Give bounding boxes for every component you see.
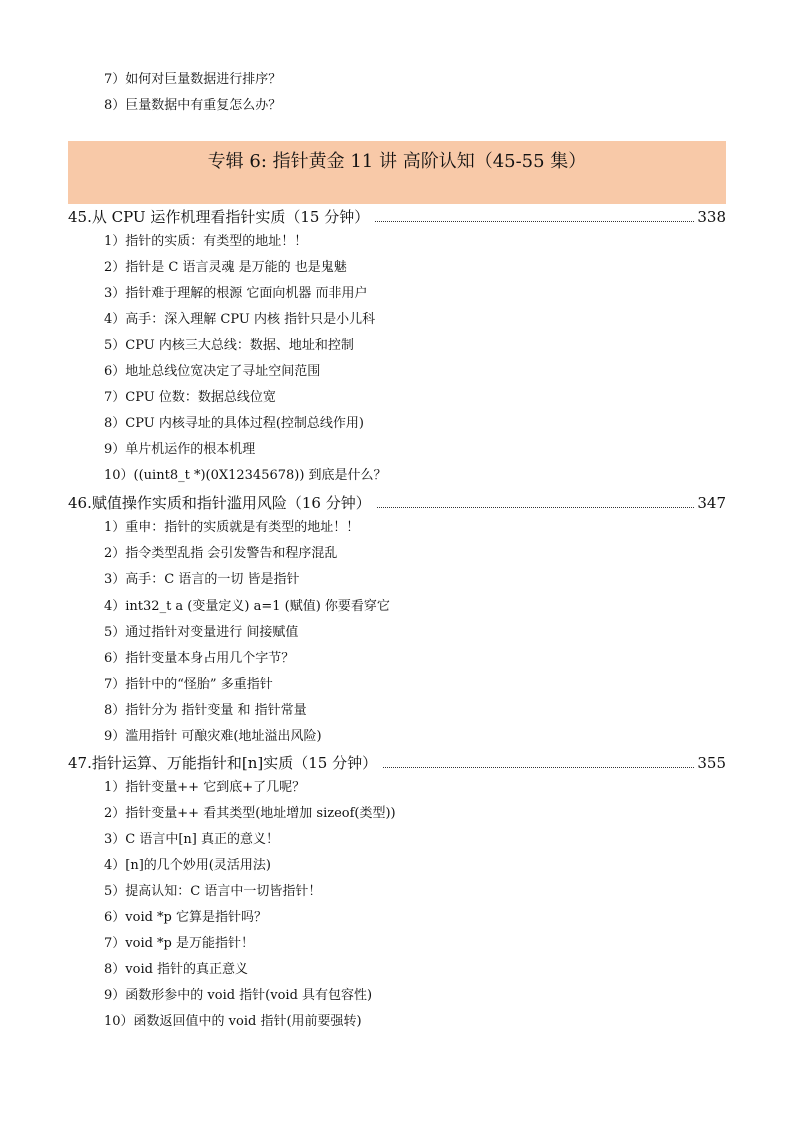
list-item: 9）单片机运作的根本机理: [104, 442, 256, 457]
toc-entry-47[interactable]: [68, 751, 726, 773]
list-item: 1）指针变量++ 它到底+了几呢？: [104, 780, 306, 795]
toc-entry-title: 46.赋值操作实质和指针滥用风险（16 分钟）: [68, 494, 371, 512]
toc-entry-page: 355: [697, 754, 726, 772]
list-item: 6）void *p 它算是指针吗？: [104, 910, 268, 925]
section-banner-title: 专辑 6: 指针黄金 11 讲 高阶认知（45-55 集）: [207, 151, 587, 172]
list-item: 1）重申：指针的实质就是有类型的地址！！: [104, 520, 360, 535]
list-item: 8）CPU 内核寻址的具体过程(控制总线作用): [104, 416, 364, 431]
list-item: 8）巨量数据中有重复怎么办？: [104, 98, 282, 113]
section-banner: [68, 141, 726, 204]
list-item: 7）如何对巨量数据进行排序？: [104, 72, 282, 87]
list-item: 4）[n]的几个妙用(灵活用法): [104, 858, 271, 873]
toc-entry-title: 45.从 CPU 运作机理看指针实质（15 分钟）: [68, 208, 370, 226]
toc-entry-page: 338: [697, 208, 726, 226]
list-item: 6）地址总线位宽决定了寻址空间范围: [104, 364, 321, 379]
list-item: 9）函数形参中的 void 指针(void 具有包容性): [104, 988, 373, 1003]
list-item: 2）指针是 C 语言灵魂 是万能的 也是鬼魅: [104, 260, 347, 275]
toc-entry-45[interactable]: [68, 205, 726, 227]
toc-entry-46[interactable]: [68, 491, 726, 513]
toc-entry-page: 347: [697, 494, 726, 512]
list-item: 10）函数返回值中的 void 指针(用前要强转): [104, 1014, 362, 1029]
list-item: 3）指针难于理解的根源 它面向机器 而非用户: [104, 286, 368, 301]
dot-leader: [377, 506, 695, 508]
list-item: 3）C 语言中[n] 真正的意义！: [104, 832, 279, 847]
dot-leader: [375, 220, 694, 222]
list-item: 7）void *p 是万能指针！: [104, 936, 255, 951]
list-item: 5）通过指针对变量进行 间接赋值: [104, 625, 299, 640]
list-item: 5）CPU 内核三大总线：数据、地址和控制: [104, 338, 354, 353]
list-item: 4）高手：深入理解 CPU 内核 指针只是小儿科: [104, 312, 376, 327]
list-item: 6）指针变量本身占用几个字节？: [104, 651, 295, 666]
list-item: 5）提高认知：C 语言中一切皆指针！: [104, 884, 322, 899]
toc-entry-title: 47.指针运算、万能指针和[n]实质（15 分钟）: [68, 754, 378, 772]
dot-leader: [383, 766, 694, 768]
list-item: 8）void 指针的真正意义: [104, 962, 249, 977]
list-item: 2）指令类型乱指 会引发警告和程序混乱: [104, 546, 338, 561]
list-item: 3）高手：C 语言的一切 皆是指针: [104, 572, 300, 587]
list-item: 4）int32_t a (变量定义) a=1 (赋值) 你要看穿它: [104, 599, 390, 614]
list-item: 1）指针的实质：有类型的地址！！: [104, 234, 308, 249]
list-item: 8）指针分为 指针变量 和 指针常量: [104, 703, 307, 718]
list-item: 10）((uint8_t *)(0X12345678)) 到底是什么？: [104, 468, 387, 483]
list-item: 2）指针变量++ 看其类型(地址增加 sizeof(类型)): [104, 806, 396, 821]
list-item: 7）指针中的“怪胎” 多重指针: [104, 677, 273, 692]
list-item: 9）滥用指针 可酿灾难(地址溢出风险): [104, 729, 322, 744]
list-item: 7）CPU 位数：数据总线位宽: [104, 390, 276, 405]
